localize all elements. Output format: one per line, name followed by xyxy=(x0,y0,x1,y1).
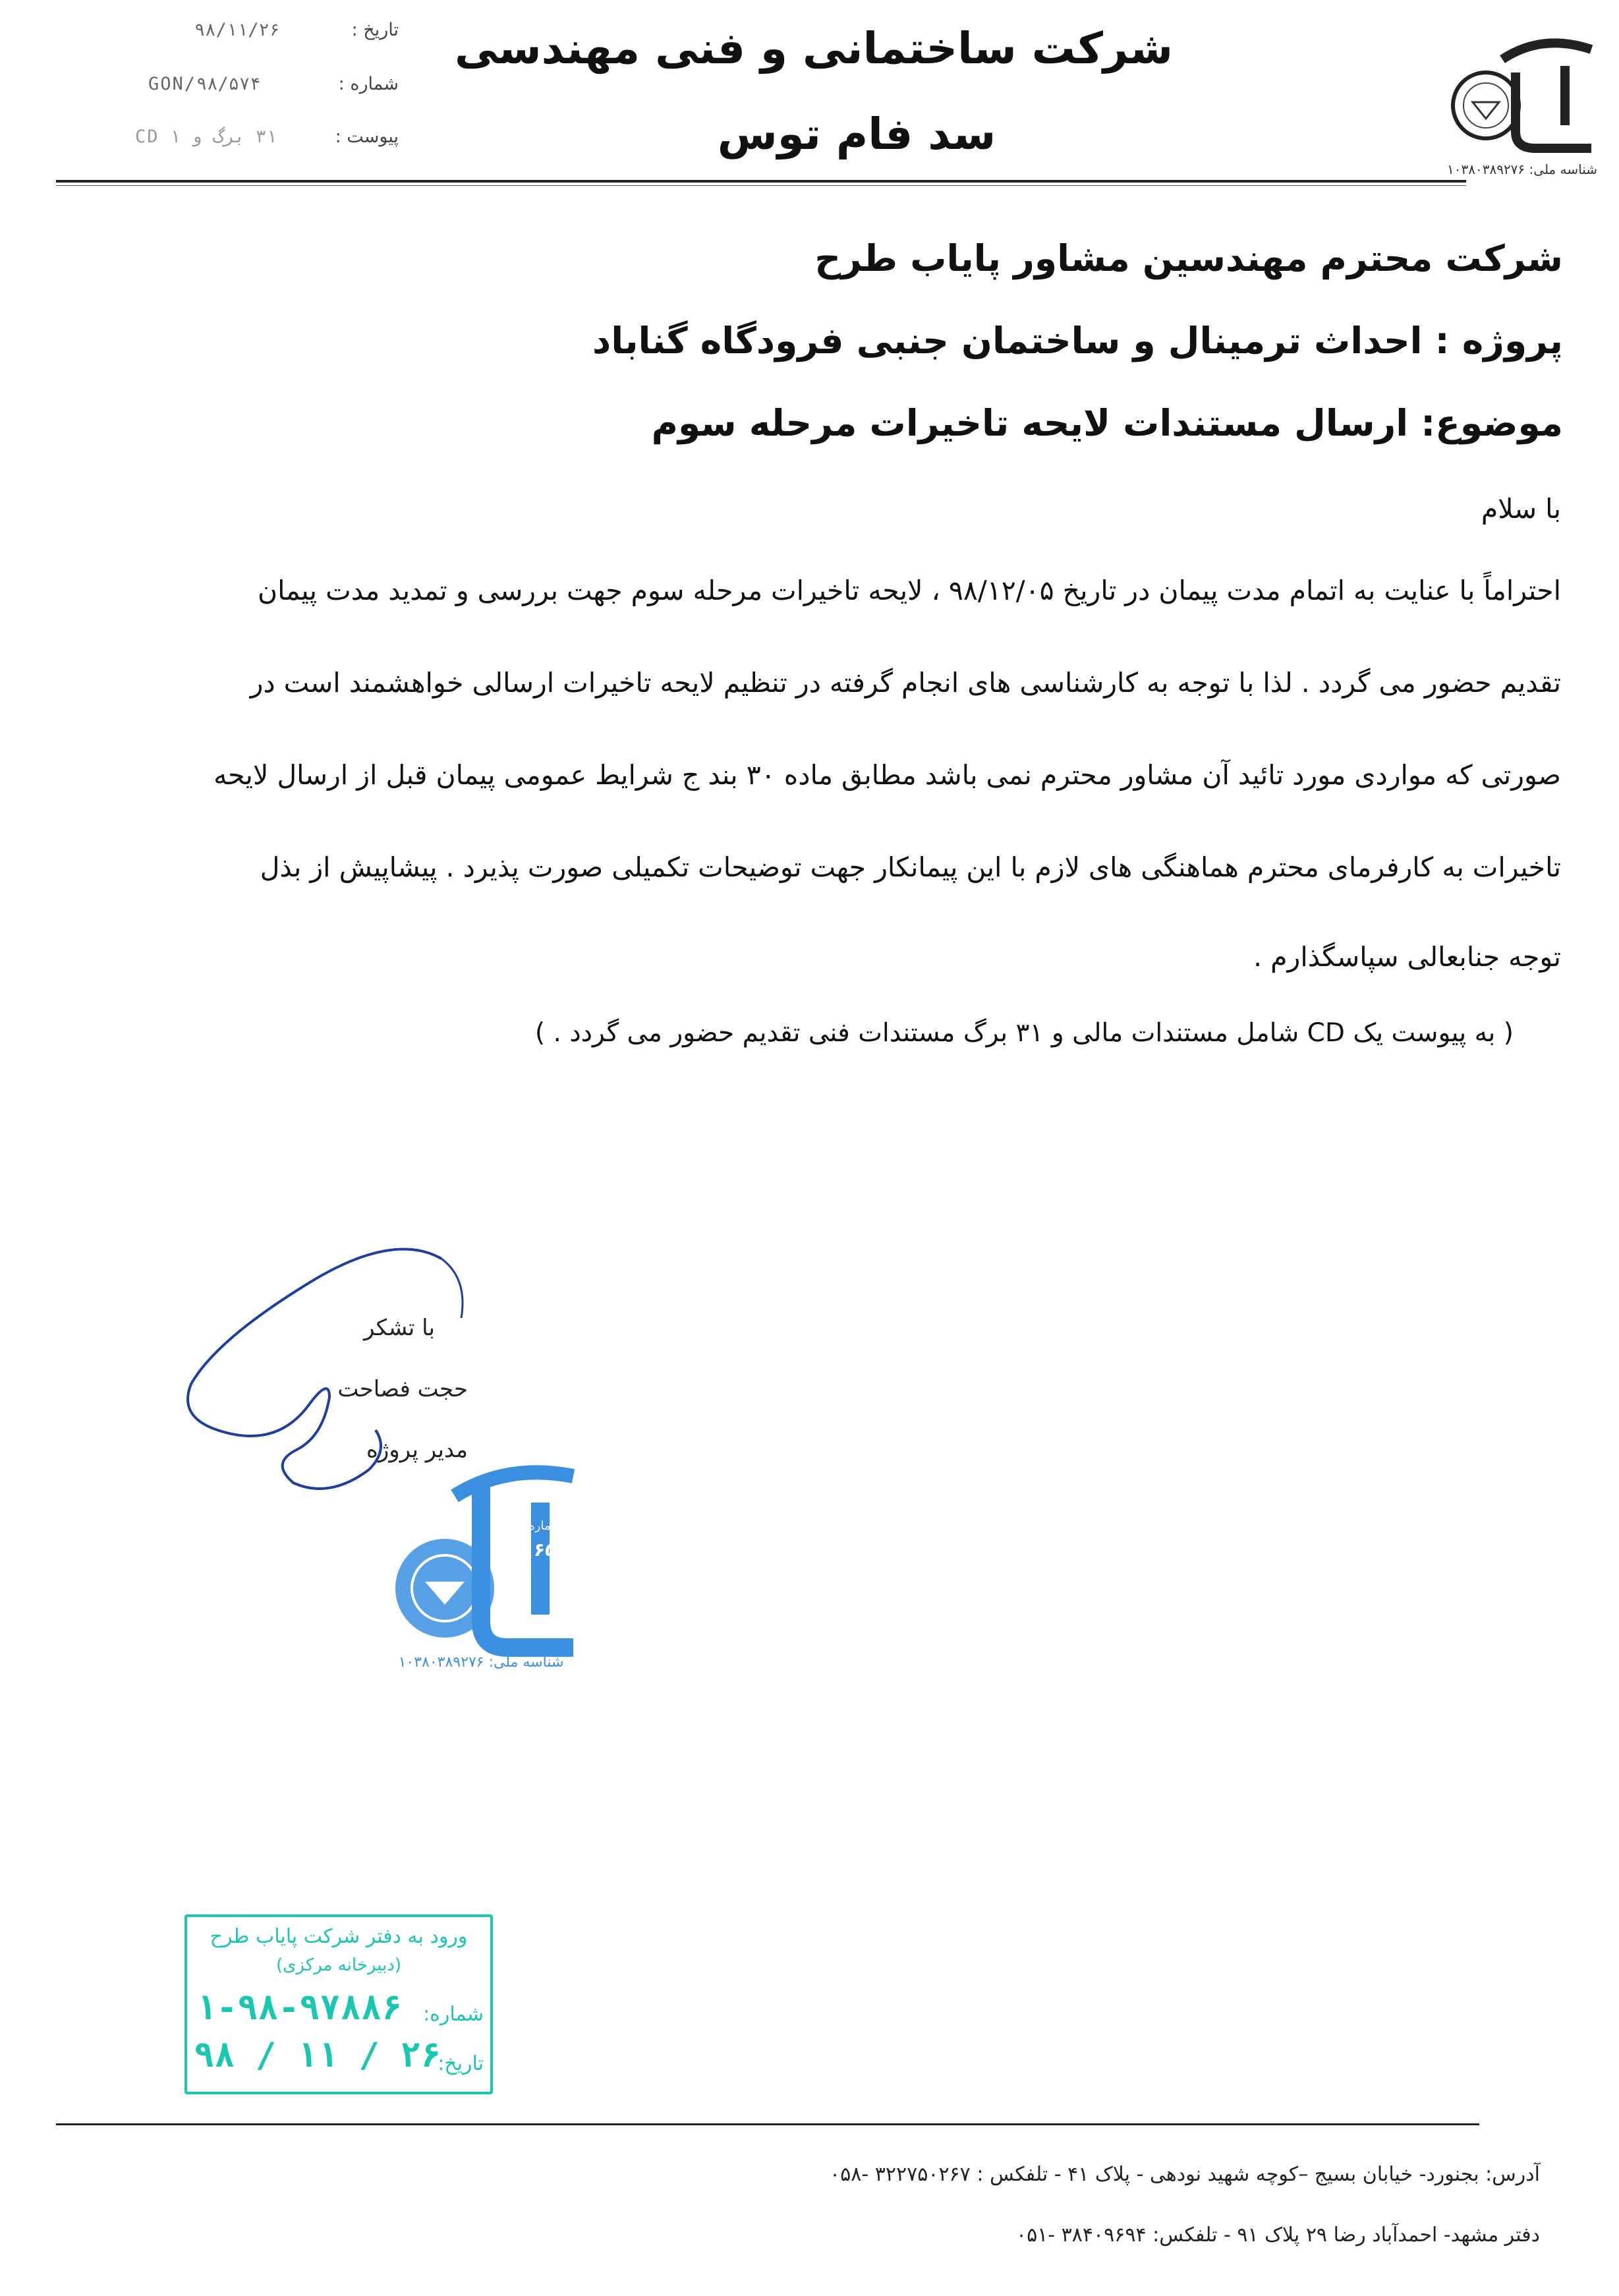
number-label: شماره : xyxy=(338,74,399,94)
number-value: GON/۹۸/۵۷۴ xyxy=(148,74,261,94)
number-row xyxy=(148,74,399,100)
body-line-2: تقدیم حضور می گردد . لذا با توجه به کارشناسی های انجام گرفته در تنظیم لایحه تاخیرات ارسالی خواهشمند است در xyxy=(250,667,1561,699)
footer-address-line1: آدرس: بجنورد- خیابان بسیج –کوچه شهید نودهی - پلاک ۴۱ - تلفکس : ۳۲۲۷۵۰۲۶۷ -۰۵۸ xyxy=(830,2163,1540,2186)
company-seal xyxy=(382,1456,580,1674)
signatory-title: مدیر پروژه xyxy=(366,1437,468,1463)
attachment-value: ۳۱ برگ و ۱ CD xyxy=(135,127,277,147)
body-line-5: توجه جنابعالی سپاسگذارم . xyxy=(1253,941,1561,973)
date-row xyxy=(148,20,399,46)
attachment-label: پیوست : xyxy=(335,127,399,147)
footer-divider xyxy=(56,2123,1479,2125)
header-divider xyxy=(56,180,1466,183)
company-seal-icon xyxy=(382,1456,580,1674)
header-divider-thin xyxy=(56,185,1466,186)
attachment-note: ( به پیوست یک CD شامل مستندات مالی و ۳۱ برگ مستندات فنی تقدیم حضور می گردد . ) xyxy=(534,1018,1514,1048)
signatory-name: حجت فصاحت xyxy=(337,1376,468,1402)
company-name-line2: سد فام توس xyxy=(717,109,996,159)
receipt-stamp-date: ۹۸ / ۱۱ / ۲۶ xyxy=(194,2036,441,2075)
recipient-line: شرکت محترم مهندسین مشاور پایاب طرح xyxy=(814,237,1563,279)
attachment-row xyxy=(135,127,399,153)
date-label: تاریخ : xyxy=(351,20,399,40)
receipt-stamp-number: ۱-۹۸-۹۷۸۸۶ xyxy=(196,1988,403,2028)
company-logo-icon xyxy=(1436,20,1608,165)
seal-reg-number: ۴۰۶۵ xyxy=(511,1539,557,1561)
company-name-line1: شرکت ساختمانی و فنی مهندسی xyxy=(454,23,1173,74)
receipt-stamp-subtitle: (دبیرخانه مرکزی) xyxy=(275,1955,402,1975)
body-line-1: احتراماً با عنایت به اتمام مدت پیمان در تاریخ ۹۸/۱۲/۰۵ ، لایحه تاخیرات مرحله سوم جهت بررسی و تمدید مدت پیمان xyxy=(258,575,1561,606)
footer-address-line2: دفتر مشهد- احمدآباد رضا ۲۹ پلاک ۹۱ - تلفکس: ۳۸۴۰۹۶۹۴ -۰۵۱ xyxy=(1015,2224,1540,2247)
body-line-4: تاخیرات به کارفرمای محترم هماهنگی های لازم با این پیمانکار جهت توضیحات تکمیلی صورت پذیرد . پیشاپیش از بذل xyxy=(260,851,1561,883)
receipt-stamp-number-label: شماره: xyxy=(423,2003,484,2026)
salutation: با سلام xyxy=(1481,493,1561,525)
seal-national-id: شناسه ملی: ۱۰۳۸۰۳۸۹۲۷۶ xyxy=(398,1654,564,1671)
receipt-stamp-date-label: تاریخ: xyxy=(438,2052,484,2075)
body-line-3: صورتی که مواردی مورد تائید آن مشاور محترم نمی باشد مطابق ماده ۳۰ بند ج شرایط عمومی پیمان قبل از ارسال لایحه xyxy=(213,759,1561,791)
receipt-stamp-title: ورود به دفتر شرکت پایاب طرح xyxy=(210,1925,468,1948)
signature-closing: با تشکر xyxy=(364,1315,435,1341)
project-line: پروژه : احداث ترمینال و ساختمان جنبی فرودگاه گناباد xyxy=(592,320,1563,362)
seal-reg-label: شماره ثبت xyxy=(506,1519,561,1533)
company-logo xyxy=(1436,20,1608,177)
letter-header xyxy=(0,0,1619,198)
logo-caption: شناسه ملی: ۱۰۳۸۰۳۸۹۲۷۶ xyxy=(1447,161,1597,177)
receipt-stamp xyxy=(185,1914,493,2094)
subject-line: موضوع: ارسال مستندات لایحه تاخیرات مرحله سوم xyxy=(651,402,1563,444)
date-value: ۹۸/۱۱/۲۶ xyxy=(194,20,281,40)
